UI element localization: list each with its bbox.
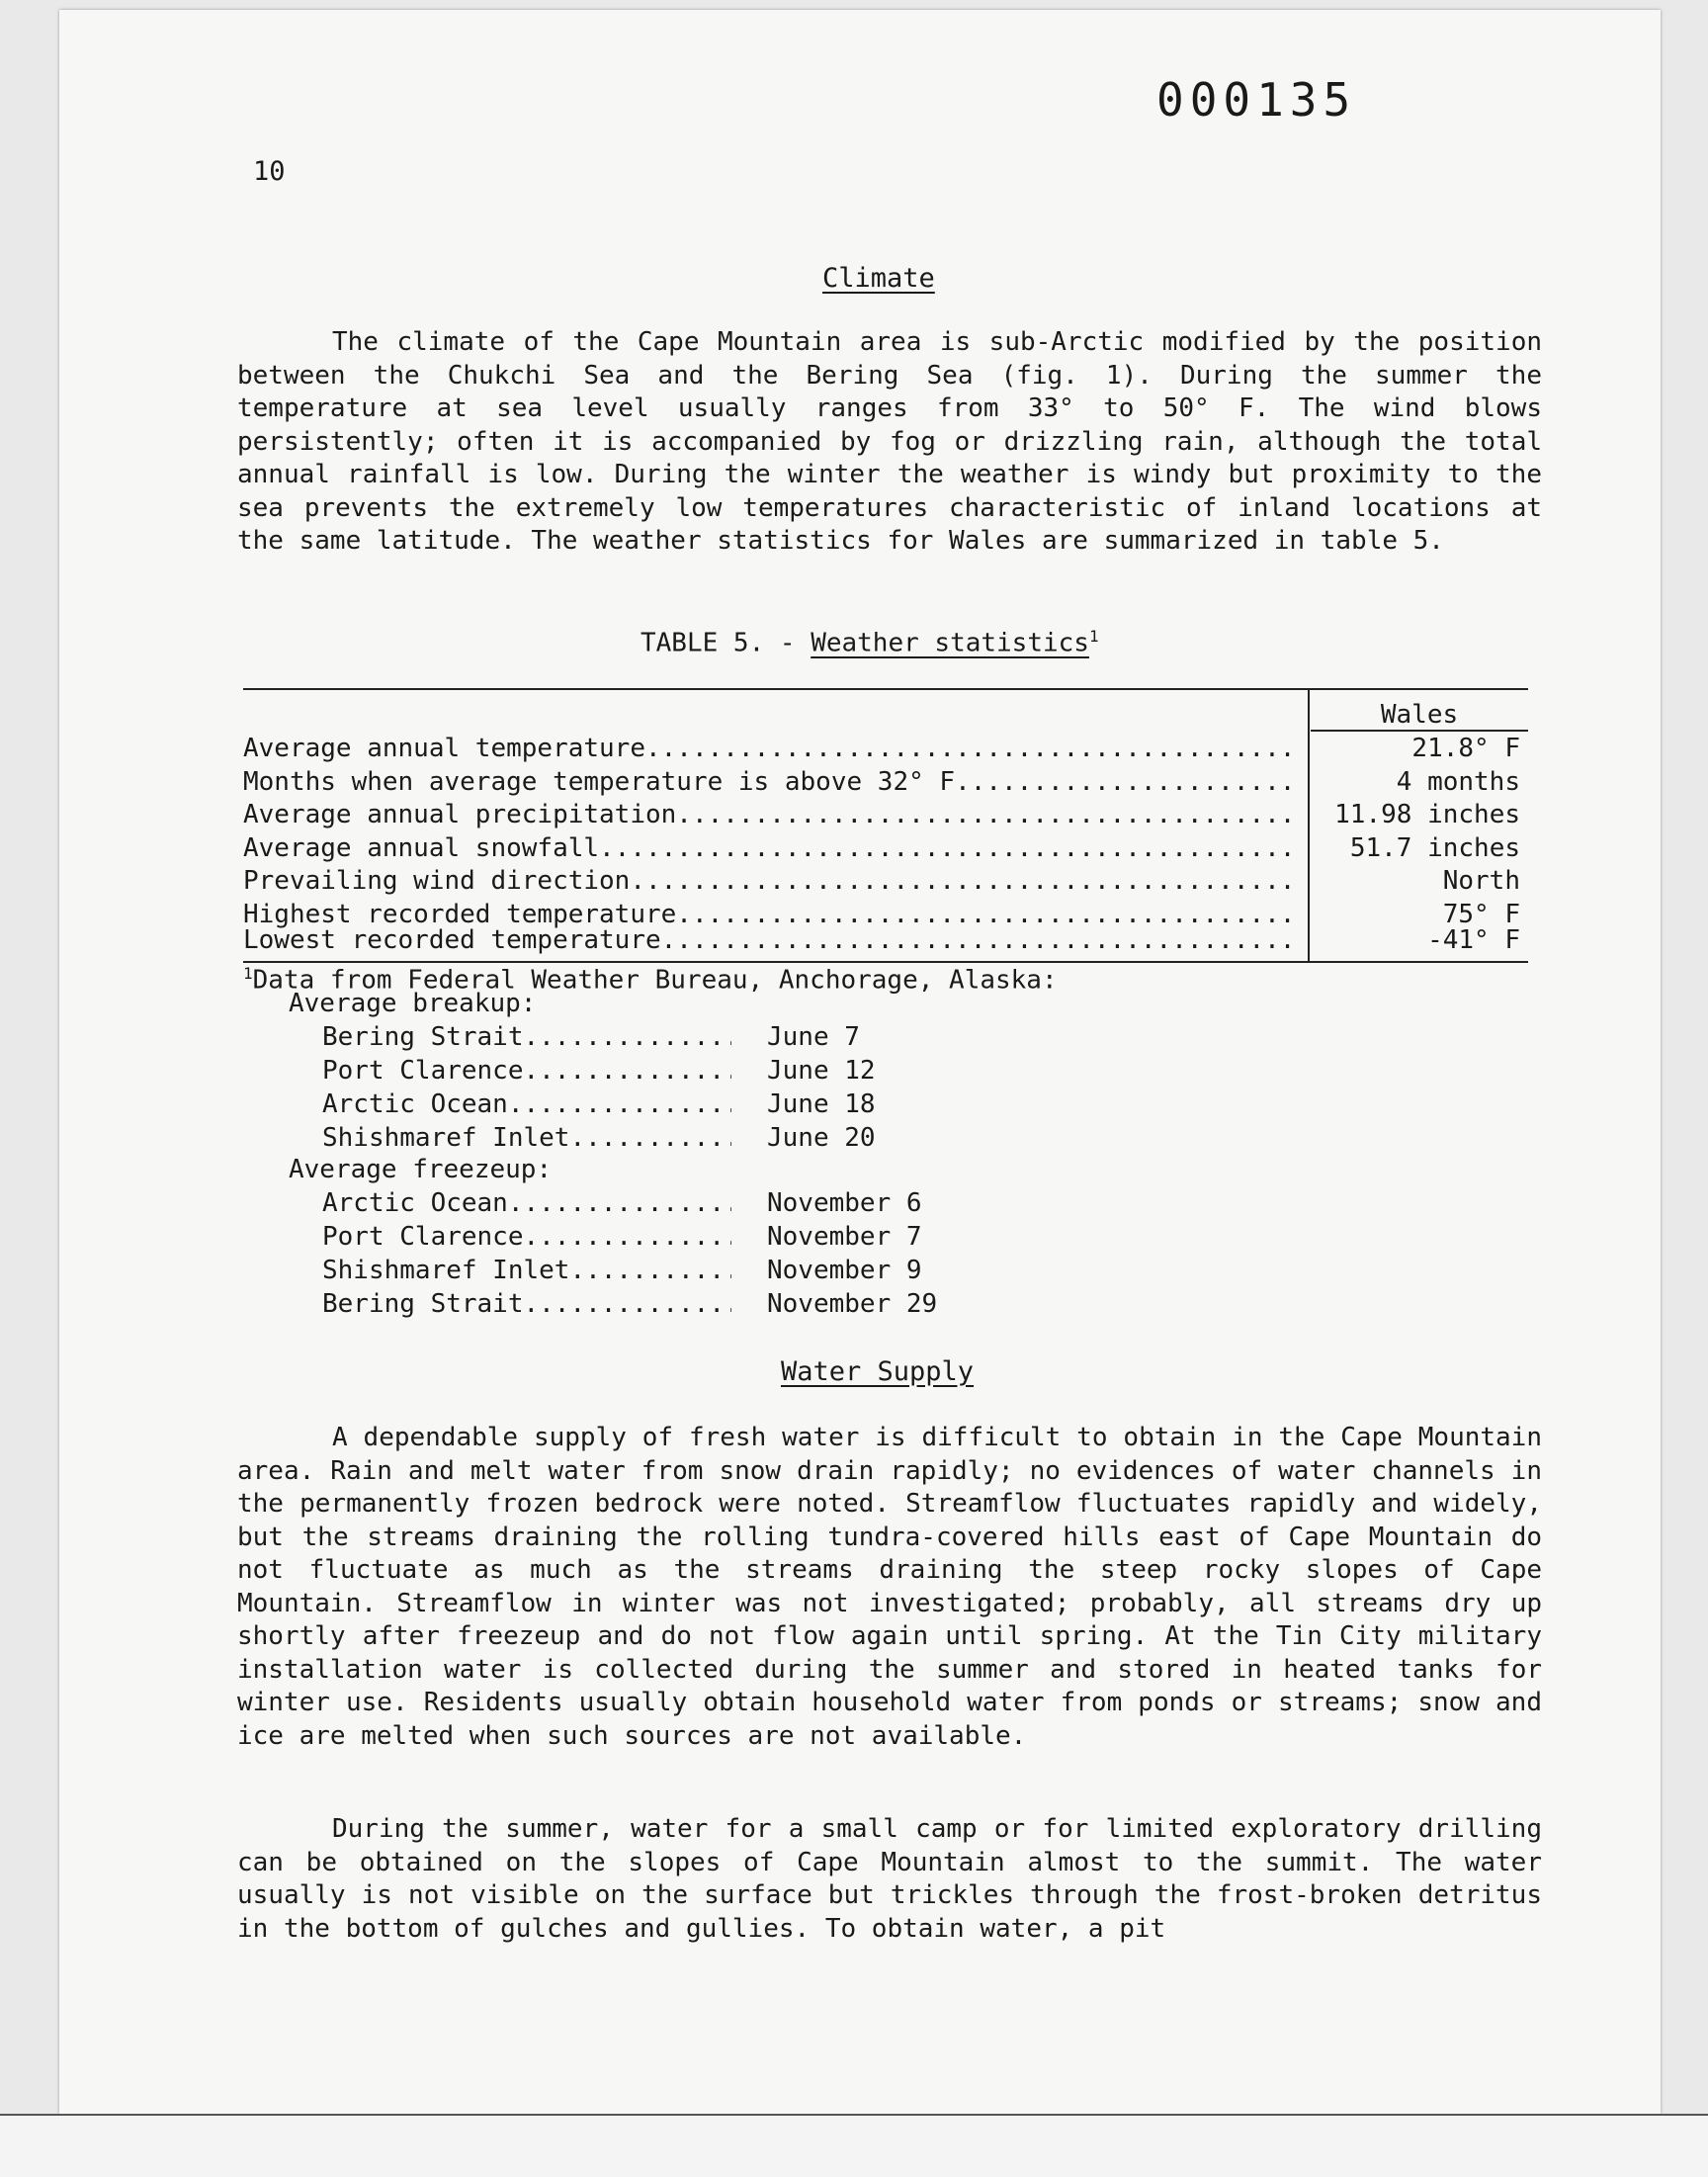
row-label: Average annual snowfall ..... — [243, 833, 1297, 863]
page-number: 10 — [253, 156, 286, 187]
table-row — [243, 866, 1528, 900]
row-value: 4 months — [1396, 766, 1520, 797]
table-title-prefix: TABLE 5. - — [640, 628, 811, 658]
document-page — [59, 10, 1661, 2114]
row-value: 75° F — [1442, 899, 1520, 929]
date: June 12 — [767, 1056, 876, 1086]
footnote-text: Data from Federal Weather Bureau, Anchorage, Alaska: — [252, 965, 1058, 996]
breakup-label: Average breakup: — [289, 989, 537, 1018]
row-label: Months when average temperature is above 32° F ..... — [243, 767, 1297, 797]
list-item — [322, 1256, 1014, 1289]
list-item — [322, 1089, 1014, 1123]
date: November 7 — [767, 1222, 922, 1252]
row-label: Prevailing wind direction ..... — [243, 866, 1297, 896]
date: June 18 — [767, 1089, 876, 1119]
climate-paragraph — [237, 326, 1542, 559]
table-row — [243, 767, 1528, 801]
date: June 20 — [767, 1123, 876, 1153]
water-supply-heading: Water Supply — [781, 1356, 975, 1387]
row-label: Average annual temperature ..... — [243, 734, 1297, 763]
row-value: 11.98 inches — [1334, 800, 1520, 829]
location: Shishmaref Inlet ..... — [322, 1256, 731, 1285]
freezeup-label: Average freezeup: — [289, 1155, 553, 1184]
scanner-bottom-edge — [0, 2114, 1708, 2177]
list-item — [322, 1022, 1014, 1056]
row-value: -41° F — [1427, 925, 1520, 955]
list-item — [322, 1222, 1014, 1256]
list-item — [322, 1123, 1014, 1157]
row-value: North — [1442, 866, 1520, 896]
climate-heading: Climate — [822, 263, 935, 294]
water-supply-paragraph-2: During the summer, water for a small camp or for limited exploratory drilling can be obtained on the slopes of Cape Mountain almost to the summit. The water usually is not visible on the surface but trickles through the frost-broken detritus in the bottom of gulches and gullies. To obtain water, a pit — [237, 1814, 1542, 1944]
table-title-text: Weather statistics — [811, 628, 1089, 658]
table-title — [640, 627, 1099, 658]
list-item — [322, 1188, 1014, 1222]
row-label: Average annual precipitation ..... — [243, 800, 1297, 829]
date: November 29 — [767, 1289, 938, 1319]
location: Bering Strait ..... — [322, 1289, 731, 1319]
water-supply-paragraph-1: A dependable supply of fresh water is difficult to obtain in the Cape Mountain area. Rain and melt water from snow drain rapidly; no evidences of water channels in the permanently frozen bedrock were noted. Streamflow fluctuates rapidly and widely, but the streams draining the rolling tundra-covered hills east of Cape Mountain do not fluctuate as much as the streams draining the steep rocky slopes of Cape Mountain. Streamflow in winter was not investigated; probably, all streams dry up shortly after freezeup and do not flow again until spring. At the Tin City military installation water is collected during the summer and stored in heated tanks for winter use. Residents usually obtain household water from ponds or streams; snow and ice are melted when such sources are not available. — [237, 1423, 1542, 1751]
table-title-footnote-marker: 1 — [1088, 627, 1099, 646]
date: June 7 — [767, 1022, 860, 1052]
row-label: Lowest recorded temperature ..... — [243, 925, 1297, 955]
document-number: 000135 — [1156, 73, 1357, 127]
location: Arctic Ocean ..... — [322, 1089, 731, 1119]
header-rule — [1311, 730, 1528, 732]
table-row — [243, 833, 1528, 867]
weather-statistics-table — [243, 688, 1528, 963]
row-label: Highest recorded temperature ..... — [243, 900, 1297, 929]
wales-column-header: Wales — [1380, 700, 1459, 730]
water-supply-paragraph — [237, 1813, 1542, 1946]
list-item — [322, 1289, 1014, 1323]
table-row — [243, 925, 1528, 959]
list-item — [322, 1056, 1014, 1089]
table-row — [243, 800, 1528, 833]
location: Bering Strait ..... — [322, 1022, 731, 1052]
row-value: 21.8° F — [1411, 734, 1520, 763]
location: Shishmaref Inlet ..... — [322, 1123, 731, 1153]
location: Port Clarence ..... — [322, 1056, 731, 1086]
location: Arctic Ocean ..... — [322, 1188, 731, 1218]
row-value: 51.7 inches — [1349, 832, 1520, 863]
date: November 6 — [767, 1188, 922, 1218]
location: Port Clarence ..... — [322, 1222, 731, 1252]
table-row — [243, 734, 1528, 767]
climate-paragraph-text: The climate of the Cape Mountain area is sub-Arctic modified by the position between the Chukchi Sea and the Bering Sea (fig. 1). During the summer the temperature at sea level usually ranges from 33° to 50° F. The wind blows persistently; often it is accompanied by fog or drizzling rain, although the total annual rainfall is low. During the winter the weather is windy but proximity to the sea prevents the extremely low temperatures characteristic of inland locations at the same latitude. The weather statistics for Wales are summarized in table 5. — [237, 327, 1542, 556]
footnote-marker: 1 — [243, 964, 253, 983]
date: November 9 — [767, 1256, 922, 1285]
water-supply-paragraph — [237, 1422, 1542, 1753]
